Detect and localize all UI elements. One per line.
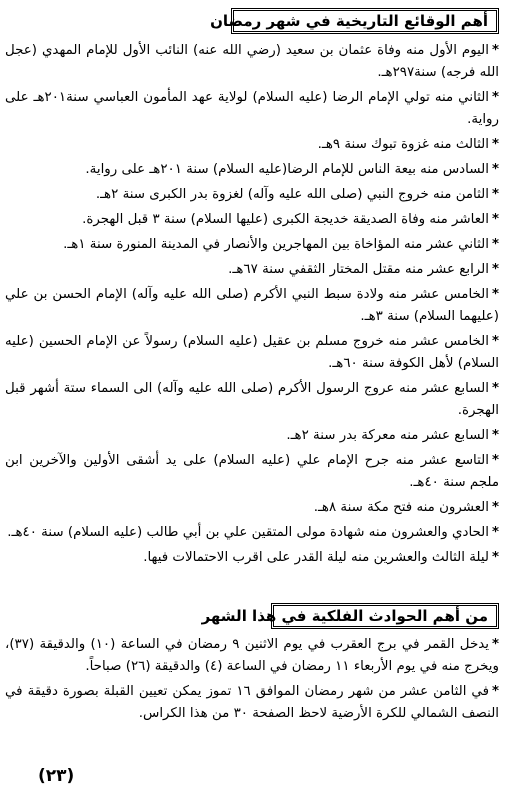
list-item-text: ليلة الثالث والعشرين منه ليلة القدر على اقرب الاحتمالات فيها. [143, 550, 489, 565]
list-item [5, 184, 499, 206]
bullet-star: * [491, 43, 499, 58]
bullet-star: * [491, 684, 499, 699]
list-item-text: في الثامن عشر من شهر رمضان الموافق ١٦ تموز يمكن تعيين القبلة بصورة دقيقة في النصف الشمالي للكرة الأرضية لاحظ الصفحة ٣٠ من هذا الكراس. [5, 684, 499, 721]
list-item [5, 547, 499, 569]
list-item-text: اليوم الأول منه وفاة عثمان بن سعيد (رضي الله عنه) النائب الأول للإمام المهدي (عجل الله فرجه) سنة٢٩٧هـ. [5, 43, 499, 80]
bullet-star: * [491, 525, 499, 540]
list-item-text: الثاني منه تولي الإمام الرضا (عليه السلام) لولاية عهد المأمون العباسي سنة٢٠١هـ على رواية. [5, 90, 499, 127]
section-title-text: من أهم الحوادث الفلكية في هذا الشهر [201, 607, 488, 625]
bullet-star: * [491, 381, 499, 396]
list-item [5, 234, 499, 256]
list-item-text: الثالث منه غزوة تبوك سنة ٩هـ. [317, 137, 489, 152]
list-item-text: الحادي والعشرون منه شهادة مولى المتقين علي بن أبي طالب (عليه السلام) سنة ٤٠هـ. [7, 525, 489, 540]
list-item-text: الثاني عشر منه المؤاخاة بين المهاجرين والأنصار في المدينة المنورة سنة ١هـ. [63, 237, 489, 252]
bullet-star: * [492, 90, 500, 105]
historical-events-list [5, 40, 499, 572]
bullet-star: * [491, 428, 499, 443]
list-item [5, 134, 499, 156]
section-title-astronomical-events [201, 603, 499, 629]
list-item [5, 284, 499, 328]
list-item [5, 209, 499, 231]
bullet-star: * [491, 262, 499, 277]
bullet-star: * [491, 162, 499, 177]
list-item [5, 40, 499, 84]
list-item [5, 497, 499, 519]
list-item-text: السادس منه بيعة الناس للإمام الرضا(عليه السلام) سنة ٢٠١هـ على رواية. [85, 162, 489, 177]
list-item [5, 378, 499, 422]
list-item [5, 87, 499, 131]
section-title-historical-events [210, 8, 499, 34]
list-item [5, 159, 499, 181]
list-item [5, 681, 499, 725]
list-item-text: الرابع عشر منه مقتل المختار الثقفي سنة ٦٧هـ. [228, 262, 489, 277]
list-item [5, 259, 499, 281]
bullet-star: * [491, 637, 499, 652]
bullet-star: * [491, 187, 499, 202]
bullet-star: * [491, 137, 499, 152]
list-item [5, 425, 499, 447]
list-item-text: السابع عشر منه معركة بدر سنة ٢هـ. [286, 428, 489, 443]
list-item [5, 522, 499, 544]
bullet-star: * [491, 334, 499, 349]
list-item-text: الخامس عشر منه ولادة سبط النبي الأكرم (صلى الله عليه وآله) الإمام الحسن بن علي (عليهما السلام) سنة ٣هـ. [5, 287, 499, 324]
bullet-star: * [491, 500, 499, 515]
list-item [5, 450, 499, 494]
bullet-star: * [491, 550, 499, 565]
list-item [5, 634, 499, 678]
list-item-text: العاشر منه وفاة الصديقة خديجة الكبرى (عليها السلام) سنة ٣ قبل الهجرة. [82, 212, 489, 227]
section-title-text: أهم الوقائع التاريخية في شهر رمضان [210, 12, 488, 30]
list-item-text: السابع عشر منه عروج الرسول الأكرم (صلى الله عليه وآله) الى السماء ستة أشهر قبل الهجرة. [5, 381, 499, 418]
bullet-star: * [491, 287, 499, 302]
list-item-text: يدخل القمر في برج العقرب في يوم الاثنين ٩ رمضان في الساعة (١٠) والدقيقة (٣٧)، ويخرج منه في يوم الأربعاء ١١ رمضان في الساعة (٤) والدقيقة (٢٦) صباحاً. [5, 637, 499, 674]
list-item-text: العشرون منه فتح مكة سنة ٨هـ. [313, 500, 489, 515]
list-item [5, 331, 499, 375]
list-item-text: الثامن منه خروج النبي (صلى الله عليه وآله) لغزوة بدر الكبرى سنة ٢هـ. [95, 187, 489, 202]
astronomical-events-list [5, 634, 499, 728]
bullet-star: * [491, 237, 499, 252]
page-number: (٢٣) [38, 766, 75, 786]
list-item-text: التاسع عشر منه جرح الإمام علي (عليه السلام) على يد أشقى الأولين والآخرين ابن ملجم سنة ٤٠هـ. [5, 453, 499, 490]
bullet-star: * [491, 453, 499, 468]
list-item-text: الخامس عشر منه خروج مسلم بن عقيل (عليه السلام) رسولاً عن الإمام الحسين (عليه السلام) لأهل الكوفة سنة ٦٠هـ. [5, 334, 499, 371]
bullet-star: * [491, 212, 499, 227]
